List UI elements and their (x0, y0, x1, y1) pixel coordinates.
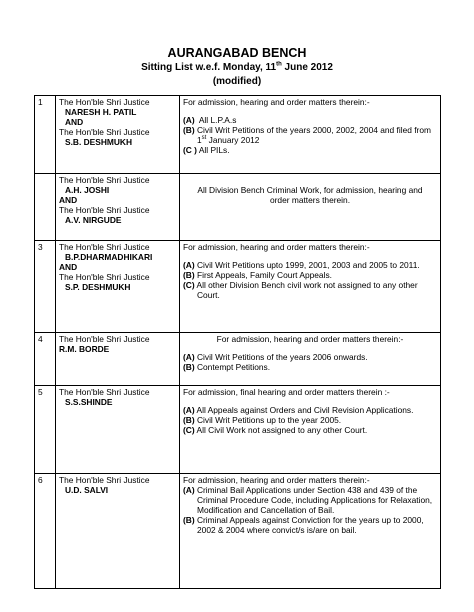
justice-title: The Hon'ble Shri Justice (59, 205, 150, 215)
modified-note: (modified) (212, 76, 262, 87)
judges-cell (56, 474, 180, 589)
and-label: AND (65, 117, 84, 127)
judge-name: S.B. DESHMUKH (65, 137, 133, 147)
list-item: (A) Criminal Bail Applications under Section 438 and 439 of the Criminal Procedure Code, including Applications for Relaxation, Modification and Cancellation of Bail. (183, 485, 433, 515)
bench-title: AURANGABAD BENCH (167, 46, 307, 60)
judge-name: R.M. BORDE (59, 344, 110, 354)
judge-name: S.P. DESHMUKH (65, 282, 131, 292)
row-number: 5 (35, 386, 56, 474)
judges-cell (56, 241, 180, 333)
subtitle-text: Sitting List w.e.f. Monday, 11 (141, 62, 277, 73)
matters-list (183, 352, 437, 372)
list-item: (B) Contempt Petitions. (183, 362, 271, 372)
and-label: AND (59, 195, 78, 205)
row-number: 3 (35, 241, 56, 333)
list-item: (C) All other Division Bench civil work not assigned to any other Court. (183, 280, 418, 300)
matters-list (183, 485, 437, 535)
matters-cell (180, 474, 441, 589)
row-number (35, 174, 56, 241)
justice-title: The Hon'ble Shri Justice (59, 387, 150, 397)
justice-title: The Hon'ble Shri Justice (59, 175, 150, 185)
table-row (35, 474, 441, 589)
and-label: AND (59, 262, 78, 272)
table-row (35, 174, 441, 241)
row-number: 4 (35, 333, 56, 386)
judge-name: NARESH H. PATIL (65, 107, 137, 117)
table-row (35, 96, 441, 174)
table-row (35, 333, 441, 386)
row-number: 1 (35, 96, 56, 174)
judge-name: S.S.SHINDE (65, 397, 113, 407)
judges-cell (56, 174, 180, 241)
matters-intro: All Division Bench Criminal Work, for admission, hearing and order matters therein. (197, 185, 423, 205)
matters-intro: For admission, hearing and order matters therein:- (216, 334, 404, 344)
list-item: (B) Criminal Appeals against Conviction for the years up to 2000, 2002 & 2004 where convict/s is/are on bail. (183, 515, 424, 535)
subtitle-sup: th (276, 61, 282, 68)
matters-cell (180, 386, 441, 474)
justice-title: The Hon'ble Shri Justice (59, 272, 150, 282)
justice-title: The Hon'ble Shri Justice (59, 334, 150, 344)
table-row (35, 241, 441, 333)
matters-cell (180, 333, 441, 386)
list-item: (B) Civil Writ Petitions of the years 2000, 2002, 2004 and filed from 1st January 2012 (183, 125, 431, 145)
justice-title: The Hon'ble Shri Justice (59, 127, 150, 137)
matters-list (183, 260, 437, 300)
list-item: (A) Civil Writ Petitions of the years 2006 onwards. (183, 352, 368, 362)
judges-cell (56, 96, 180, 174)
matters-intro: For admission, final hearing and order matters therein :- (183, 387, 390, 397)
subtitle-date: June 2012 (281, 62, 333, 73)
judge-name: B.P.DHARMADHIKARI (65, 252, 153, 262)
matters-intro: For admission, hearing and order matters therein:- (183, 242, 370, 252)
matters-cell (180, 96, 441, 174)
list-item: (A) All L.P.A.s (183, 115, 237, 125)
table-row (35, 386, 441, 474)
row-number: 6 (35, 474, 56, 589)
justice-title: The Hon'ble Shri Justice (59, 242, 150, 252)
judge-name: A.H. JOSHI (65, 185, 110, 195)
judges-cell (56, 386, 180, 474)
matters-cell (180, 174, 441, 241)
list-item: (B) First Appeals, Family Court Appeals. (183, 270, 332, 280)
justice-title: The Hon'ble Shri Justice (59, 475, 150, 485)
list-item: (C ) All PILs. (183, 145, 230, 155)
matters-intro: For admission, hearing and order matters therein:- (183, 475, 370, 485)
sitting-list-table (34, 95, 441, 589)
sitting-list-subtitle (0, 62, 474, 73)
list-item: (C) All Civil Work not assigned to any other Court. (183, 425, 368, 435)
judge-name: A.V. NIRGUDE (65, 215, 122, 225)
judges-cell (56, 333, 180, 386)
matters-intro: For admission, hearing and order matters therein:- (183, 97, 370, 107)
justice-title: The Hon'ble Shri Justice (59, 97, 150, 107)
list-item: (A) Civil Writ Petitions upto 1999, 2001, 2003 and 2005 to 2011. (183, 260, 420, 270)
matters-cell (180, 241, 441, 333)
judge-name: U.D. SALVI (65, 485, 109, 495)
list-item: (B) Civil Writ Petitions up to the year 2005. (183, 415, 342, 425)
list-item: (A) All Appeals against Orders and Civil Revision Applications. (183, 405, 414, 415)
matters-list (183, 405, 437, 435)
matters-list (183, 115, 437, 155)
